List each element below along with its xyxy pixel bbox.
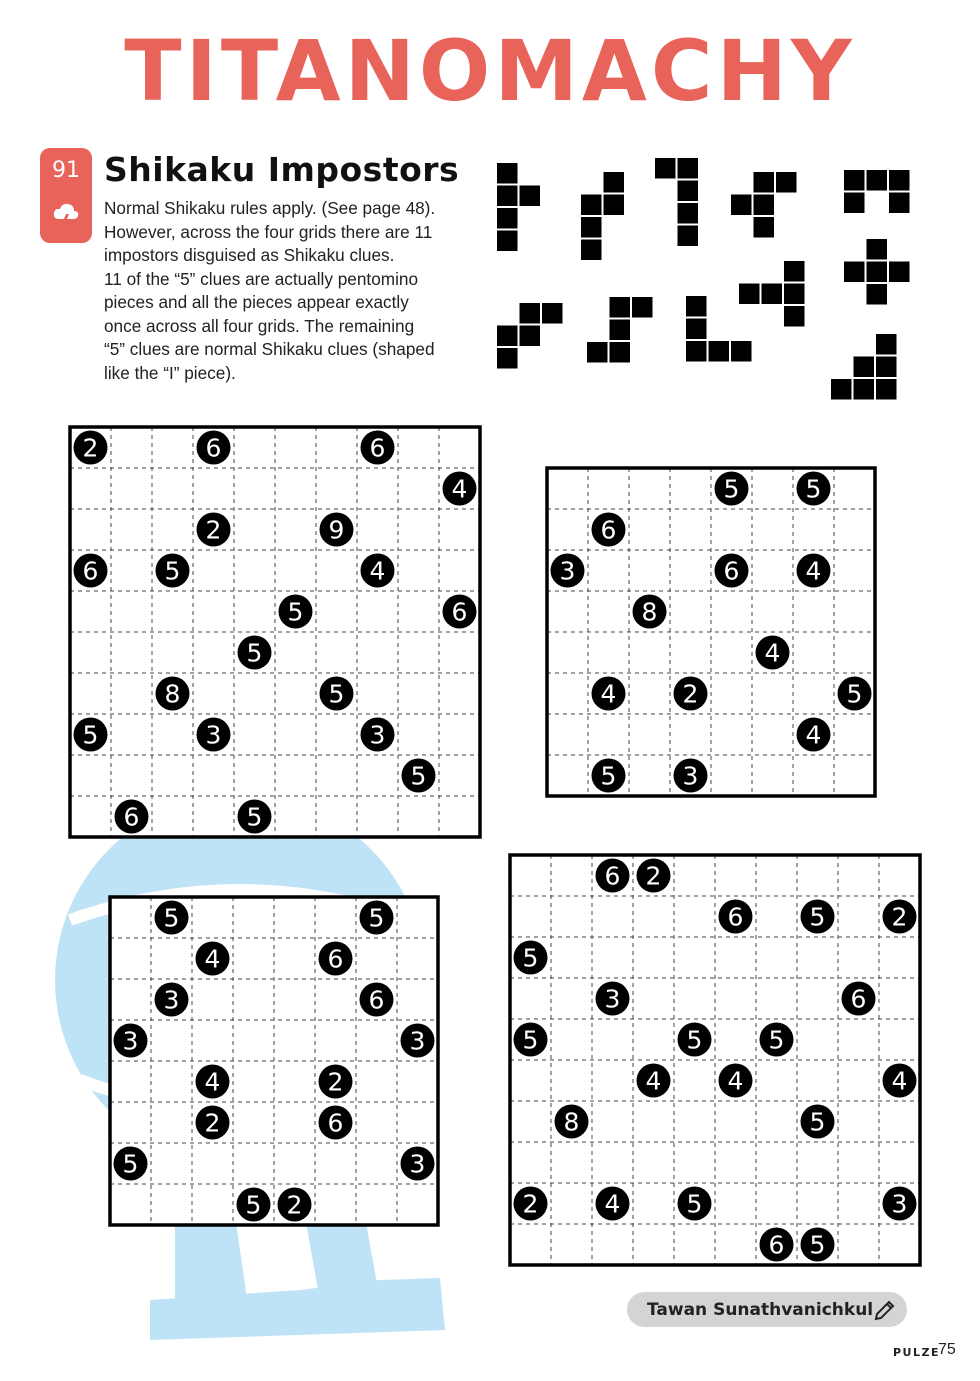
page-title: TITANOMACHY [124, 22, 856, 120]
clue-cell[interactable] [443, 595, 477, 629]
pentomino-cell [520, 186, 541, 207]
pentomino-L [686, 296, 752, 362]
clue-number: 4 [727, 1066, 744, 1096]
clue-cell[interactable] [156, 554, 190, 588]
clue-cell[interactable] [237, 1188, 271, 1222]
pentomino-cell [754, 195, 775, 216]
clue-number: 5 [163, 903, 180, 933]
clue-number: 3 [559, 556, 576, 586]
clue-number: 2 [327, 1067, 344, 1097]
pentomino-cell [876, 357, 897, 378]
clue-cell[interactable] [551, 554, 585, 588]
pentomino-cell [610, 342, 631, 363]
brand-logo: PULZE [893, 1346, 940, 1359]
pentomino-cell [581, 195, 602, 216]
puzzle-number: 91 [52, 158, 80, 183]
clue-cell[interactable] [238, 636, 272, 670]
clue-number: 5 [809, 902, 826, 932]
clue-number: 5 [686, 1025, 703, 1055]
rules-line: impostors disguised as Shikaku clues. [104, 245, 395, 265]
clue-cell[interactable] [883, 1187, 917, 1221]
clue-cell[interactable] [197, 513, 231, 547]
shikaku-grid-3 [108, 895, 440, 1227]
clue-number: 5 [82, 720, 99, 750]
clue-cell[interactable] [514, 1023, 548, 1057]
clue-cell[interactable] [678, 1023, 712, 1057]
clue-number: 5 [686, 1189, 703, 1219]
clue-cell[interactable] [238, 800, 272, 834]
clue-cell[interactable] [74, 431, 108, 465]
clue-number: 6 [768, 1230, 785, 1260]
shikaku-grid-1 [68, 425, 482, 839]
pentomino-P [497, 163, 540, 251]
clue-number: 6 [727, 902, 744, 932]
clue-number: 5 [164, 556, 181, 586]
pentomino-cell [844, 170, 865, 191]
clue-number: 6 [123, 802, 140, 832]
page-number: 75 [938, 1341, 956, 1358]
clue-cell[interactable] [719, 900, 753, 934]
clue-number: 3 [163, 985, 180, 1015]
pentomino-cell [844, 193, 865, 214]
clue-number: 4 [891, 1066, 908, 1096]
pentomino-cell [754, 172, 775, 193]
clue-number: 4 [369, 556, 386, 586]
clue-number: 4 [805, 720, 822, 750]
clue-cell[interactable] [797, 472, 831, 506]
clue-cell[interactable] [633, 595, 667, 629]
clue-cell[interactable] [319, 942, 353, 976]
pentomino-cell [632, 297, 653, 318]
pentomino-W [497, 303, 563, 369]
clue-number: 5 [368, 903, 385, 933]
clue-number: 9 [328, 515, 345, 545]
pentomino-cell [784, 306, 805, 327]
rules-line: 11 of the “5” clues are actually pentomino [104, 268, 419, 289]
clue-cell[interactable] [514, 1187, 548, 1221]
pentomino-cell [876, 379, 897, 400]
pentomino-cell [678, 158, 699, 179]
clue-number: 5 [809, 1230, 826, 1260]
clue-number: 8 [164, 679, 181, 709]
clue-number: 2 [522, 1189, 539, 1219]
rules-line: like the “I” piece). [104, 362, 236, 383]
clue-cell[interactable] [319, 1065, 353, 1099]
pentomino-cell [686, 296, 707, 317]
pentomino-cell [678, 226, 699, 247]
clue-cell[interactable] [115, 800, 149, 834]
pentomino-cell [497, 348, 518, 369]
clue-number: 6 [327, 1108, 344, 1138]
pentomino-cell [854, 357, 875, 378]
clue-number: 5 [287, 597, 304, 627]
clue-number: 5 [600, 761, 617, 791]
clue-cell[interactable] [196, 1106, 230, 1140]
clue-cell[interactable] [596, 859, 630, 893]
clue-cell[interactable] [801, 900, 835, 934]
clue-cell[interactable] [719, 1064, 753, 1098]
clue-cell[interactable] [443, 472, 477, 506]
clue-cell[interactable] [114, 1147, 148, 1181]
pentomino-cell [581, 217, 602, 238]
clue-cell[interactable] [592, 677, 626, 711]
clue-number: 4 [805, 556, 822, 586]
clue-number: 6 [205, 433, 222, 463]
clue-cell[interactable] [74, 718, 108, 752]
pentomino-cell [867, 239, 888, 260]
pentomino-cell [497, 231, 518, 252]
clue-number: 4 [600, 679, 617, 709]
clue-cell[interactable] [678, 1187, 712, 1221]
clue-cell[interactable] [278, 1188, 312, 1222]
clue-number: 8 [563, 1107, 580, 1137]
clue-number: 5 [723, 474, 740, 504]
clue-number: 2 [82, 433, 99, 463]
clue-cell[interactable] [361, 554, 395, 588]
rules-line: once across all four grids. The remaining [104, 315, 415, 336]
clue-cell[interactable] [592, 759, 626, 793]
pencil-icon [873, 1298, 897, 1322]
clue-cell[interactable] [156, 677, 190, 711]
pentomino-cell [686, 319, 707, 340]
pentomino-cell [754, 217, 775, 238]
pentomino-T [731, 172, 797, 238]
pentomino-cell [731, 341, 752, 362]
clue-cell[interactable] [801, 1105, 835, 1139]
clue-cell[interactable] [760, 1228, 794, 1262]
pentomino-cell [655, 158, 676, 179]
pentomino-X [844, 239, 910, 305]
pentomino-cell [889, 262, 910, 283]
pentomino-U [844, 170, 910, 213]
pentomino-cell [678, 203, 699, 224]
pentomino-cell [604, 172, 625, 193]
shikaku-grid-4 [508, 853, 922, 1267]
clue-cell[interactable] [801, 1228, 835, 1262]
pentomino-cell [542, 303, 563, 324]
clue-cell[interactable] [842, 982, 876, 1016]
pentomino-Y [655, 158, 698, 246]
clue-number: 5 [246, 802, 263, 832]
clue-cell[interactable] [555, 1105, 589, 1139]
clue-number: 5 [768, 1025, 785, 1055]
clue-cell[interactable] [674, 677, 708, 711]
pentomino-cell [844, 262, 865, 283]
clue-cell[interactable] [797, 554, 831, 588]
clue-number: 3 [604, 984, 621, 1014]
clue-number: 6 [368, 985, 385, 1015]
pentomino-cell [497, 186, 518, 207]
clue-number: 3 [369, 720, 386, 750]
clue-number: 2 [286, 1190, 303, 1220]
clue-cell[interactable] [402, 759, 436, 793]
rules-line: “5” clues are normal Shikaku clues (shaped [104, 339, 435, 359]
pentomino-cell [587, 342, 608, 363]
clue-number: 2 [205, 515, 222, 545]
pentomino-cell [604, 195, 625, 216]
clue-cell[interactable] [155, 901, 189, 935]
author-tag [627, 1292, 907, 1327]
clue-number: 5 [846, 679, 863, 709]
pentomino-cell [867, 170, 888, 191]
clue-cell[interactable] [401, 1024, 435, 1058]
clue-cell[interactable] [361, 431, 395, 465]
pentomino-V [831, 334, 897, 400]
grid-background [510, 855, 920, 1265]
clue-number: 2 [204, 1108, 221, 1138]
clue-cell[interactable] [114, 1024, 148, 1058]
puzzle-title: Shikaku Impostors [104, 150, 460, 189]
pentomino-cell [776, 172, 797, 193]
pentomino-pieces [0, 0, 980, 400]
pentomino-cell [876, 334, 897, 355]
clue-number: 3 [409, 1149, 426, 1179]
pentomino-cell [784, 284, 805, 305]
clue-number: 6 [82, 556, 99, 586]
clue-number: 6 [600, 515, 617, 545]
pentomino-cell [520, 326, 541, 347]
clue-number: 5 [246, 638, 263, 668]
pentomino-cell [784, 261, 805, 282]
clue-number: 4 [204, 1067, 221, 1097]
clue-cell[interactable] [196, 942, 230, 976]
clue-number: 4 [451, 474, 468, 504]
clue-number: 5 [522, 1025, 539, 1055]
clue-cell[interactable] [320, 677, 354, 711]
clue-cell[interactable] [596, 1187, 630, 1221]
author-name: Tawan Sunathvanichkul [647, 1300, 874, 1320]
pentomino-N [739, 261, 805, 327]
pentomino-cell [497, 208, 518, 229]
clue-cell[interactable] [196, 1065, 230, 1099]
clue-cell[interactable] [360, 983, 394, 1017]
clue-cell[interactable] [361, 718, 395, 752]
clue-cell[interactable] [319, 1106, 353, 1140]
clue-number: 4 [764, 638, 781, 668]
shikaku-grid-2 [545, 466, 877, 798]
clue-number: 3 [682, 761, 699, 791]
clue-cell[interactable] [797, 718, 831, 752]
pentomino-cell [731, 195, 752, 216]
pentomino-cell [709, 341, 730, 362]
clue-number: 5 [410, 761, 427, 791]
clue-cell[interactable] [592, 513, 626, 547]
clue-cell[interactable] [637, 1064, 671, 1098]
clue-cell[interactable] [197, 718, 231, 752]
clue-cell[interactable] [883, 1064, 917, 1098]
clue-cell[interactable] [74, 554, 108, 588]
clue-number: 2 [682, 679, 699, 709]
clue-number: 5 [245, 1190, 262, 1220]
pentomino-cell [889, 170, 910, 191]
pentomino-cell [678, 181, 699, 202]
clue-number: 5 [809, 1107, 826, 1137]
clue-cell[interactable] [514, 941, 548, 975]
pentomino-cell [610, 297, 631, 318]
clue-number: 6 [604, 861, 621, 891]
clue-number: 6 [850, 984, 867, 1014]
clue-cell[interactable] [838, 677, 872, 711]
clue-cell[interactable] [401, 1147, 435, 1181]
clue-cell[interactable] [715, 472, 749, 506]
clue-cell[interactable] [715, 554, 749, 588]
clue-cell[interactable] [155, 983, 189, 1017]
clue-number: 8 [641, 597, 658, 627]
pentomino-Z [587, 297, 653, 363]
pentomino-cell [686, 341, 707, 362]
clue-cell[interactable] [197, 431, 231, 465]
pentomino-cell [867, 262, 888, 283]
clue-cell[interactable] [596, 982, 630, 1016]
clue-cell[interactable] [760, 1023, 794, 1057]
rules-line: Normal Shikaku rules apply. (See page 48). [104, 198, 436, 218]
clue-number: 5 [522, 943, 539, 973]
pentomino-cell [889, 193, 910, 214]
clue-number: 6 [451, 597, 468, 627]
pentomino-cell [867, 284, 888, 305]
clue-number: 3 [122, 1026, 139, 1056]
clue-number: 3 [409, 1026, 426, 1056]
clue-number: 4 [204, 944, 221, 974]
pentomino-cell [497, 163, 518, 184]
pentomino-F [581, 172, 624, 260]
rules-line: pieces and all the pieces appear exactly [104, 292, 409, 312]
clue-cell[interactable] [279, 595, 313, 629]
clue-cell[interactable] [756, 636, 790, 670]
clue-cell[interactable] [360, 901, 394, 935]
clue-number: 3 [205, 720, 222, 750]
rules-line: However, across the four grids there are 11 [104, 221, 433, 242]
clue-number: 6 [723, 556, 740, 586]
clue-number: 2 [891, 902, 908, 932]
pentomino-cell [497, 326, 518, 347]
clue-number: 4 [604, 1189, 621, 1219]
pentomino-cell [520, 303, 541, 324]
pentomino-cell [762, 284, 783, 305]
pentomino-cell [581, 240, 602, 261]
clue-number: 6 [327, 944, 344, 974]
pentomino-cell [854, 379, 875, 400]
clue-number: 2 [645, 861, 662, 891]
pentomino-cell [831, 379, 852, 400]
clue-number: 4 [645, 1066, 662, 1096]
pentomino-cell [739, 284, 760, 305]
clue-cell[interactable] [637, 859, 671, 893]
clue-cell[interactable] [320, 513, 354, 547]
clue-number: 3 [891, 1189, 908, 1219]
clue-number: 5 [805, 474, 822, 504]
pentomino-cell [610, 320, 631, 341]
clue-number: 5 [122, 1149, 139, 1179]
clue-cell[interactable] [883, 900, 917, 934]
clue-cell[interactable] [674, 759, 708, 793]
clue-number: 6 [369, 433, 386, 463]
clue-number: 5 [328, 679, 345, 709]
